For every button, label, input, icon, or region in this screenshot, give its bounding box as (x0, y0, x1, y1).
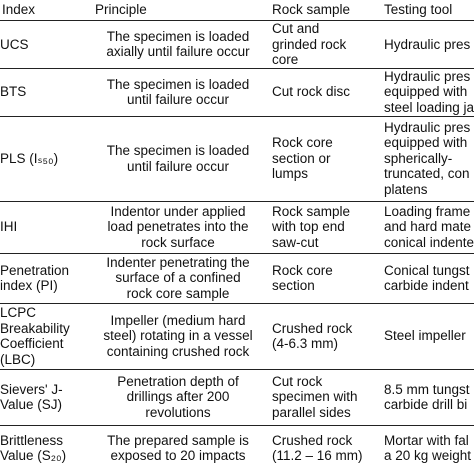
row-principle: Impeller (medium hard steel) rotating in a vessel containing crushed rock (88, 303, 265, 369)
table-row (0, 303, 474, 369)
table-row (0, 253, 474, 303)
row-testing-tool: Hydraulic pres (377, 21, 474, 69)
row-principle: Indenter penetrating the surface of a confined rock core sample (88, 253, 265, 303)
row-rock-sample: Cut rock disc (265, 68, 377, 116)
row-principle: The specimen is loaded until failure occur (88, 68, 265, 116)
row-principle: The specimen is loaded until failure occur (88, 116, 265, 201)
row-index: BTS (0, 68, 88, 116)
table-row (0, 369, 474, 425)
row-rock-sample: Rock sample with top end saw-cut (265, 201, 377, 253)
row-index: LCPC Breakability Coefficient (LBC) (0, 303, 88, 369)
row-index: UCS (0, 21, 88, 69)
table-row (0, 201, 474, 253)
row-principle: Penetration depth of drillings after 200 revolutions (88, 369, 265, 425)
row-rock-sample: Rock core section or lumps (265, 116, 377, 201)
row-index: PLS (Iₛ₅₀) (0, 116, 88, 201)
row-index: Brittleness Value (S₂₀) (0, 432, 67, 464)
header-principle: Principle (88, 0, 265, 21)
header-row (0, 0, 474, 21)
row-rock-sample: Cut and grinded rock core (265, 21, 377, 69)
table-row (0, 21, 474, 69)
table-row (0, 425, 474, 471)
row-testing-tool: Loading frame and hard mate conical indente (377, 201, 474, 253)
row-testing-tool: Hydraulic pres equipped with spherically- truncated, con platens (377, 116, 474, 201)
header-testing-tool: Testing tool (377, 0, 474, 21)
table-row (0, 68, 474, 116)
row-rock-sample: Rock core section (265, 253, 377, 303)
row-rock-sample: Crushed rock (4-6.3 mm) (265, 303, 377, 369)
row-testing-tool: Conical tungst carbide indent (377, 253, 474, 303)
row-rock-sample: Crushed rock (11.2 – 16 mm) (272, 432, 363, 464)
row-testing-tool: Steel impeller (377, 303, 474, 369)
row-principle: Indentor under applied load penetrates into the rock surface (88, 201, 265, 253)
row-principle: The prepared sample is exposed to 20 impacts (107, 432, 249, 464)
row-testing-tool: Hydraulic pres equipped with steel loading ja (377, 68, 474, 116)
row-index: Penetration index (PI) (0, 253, 88, 303)
row-testing-tool: Mortar with fal a 20 kg weight (384, 432, 472, 464)
row-testing-tool: 8.5 mm tungst carbide drill bi (377, 369, 474, 425)
header-index: Index (0, 0, 88, 21)
row-index: IHI (0, 201, 88, 253)
table-row (0, 116, 474, 201)
row-rock-sample: Cut rock specimen with parallel sides (265, 369, 377, 425)
row-index: Sievers' J- Value (SJ) (0, 369, 88, 425)
row-principle: The specimen is loaded axially until failure occur (88, 21, 265, 69)
header-rock-sample: Rock sample (265, 0, 377, 21)
